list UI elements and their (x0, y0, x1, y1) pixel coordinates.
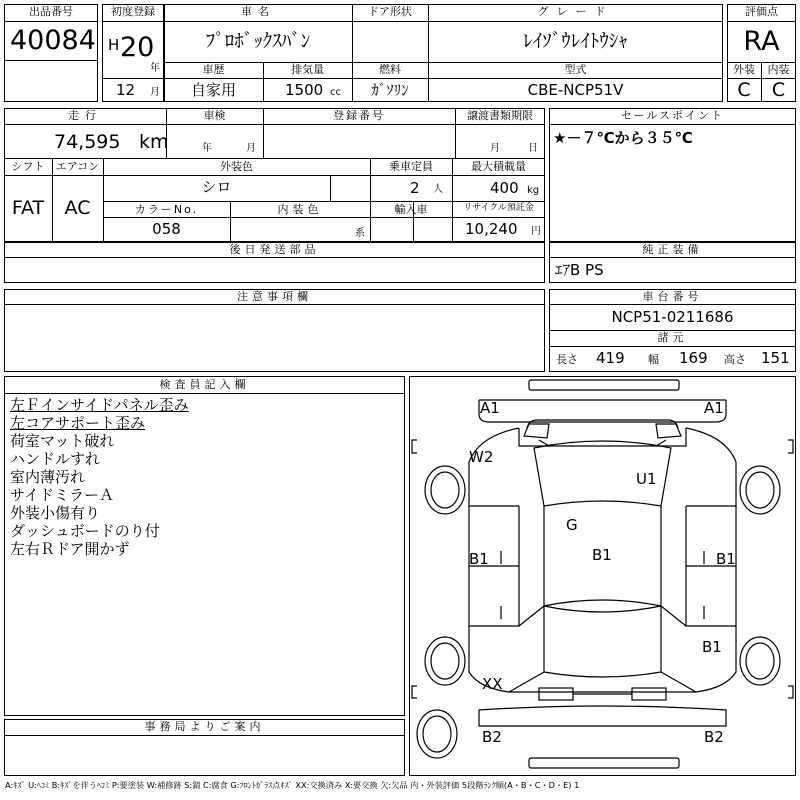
door-label: ドア形状 (368, 5, 412, 18)
inspector-note: 室内薄汚れ (10, 468, 86, 486)
score-value: RA (743, 26, 780, 57)
max-load-label: 最大積載量 (471, 160, 526, 173)
later-parts-label: 後日発送部品 (229, 243, 320, 256)
mark-b1-rear-right: B1 (702, 638, 722, 656)
lot-label: 出品番号 (29, 5, 73, 18)
int-color-unit: 系 (355, 228, 365, 239)
inspector-note: サイドミラーＡ (10, 486, 114, 504)
inspector-note: 荷室マット破れ (10, 432, 115, 450)
notes-label: 注意事項欄 (237, 290, 312, 303)
chassis-label: 車台番号 (642, 290, 703, 303)
mark-b2-right: B2 (704, 728, 724, 746)
mileage-label: 走行 (68, 109, 102, 122)
recycle-label: リサイクル預託金 (463, 203, 534, 213)
inspection-label: 車検 (203, 109, 226, 122)
length-label: 長さ (556, 353, 578, 366)
capacity-value: 2 (410, 179, 420, 197)
reg-year: 20 (120, 32, 155, 63)
specs-label: 諸元 (657, 331, 688, 344)
reg-month: 12 (116, 81, 136, 99)
reg-year-unit: 年 (150, 63, 160, 74)
car-name: ﾌﾟﾛﾎﾞｯｸｽﾊﾞﾝ (205, 30, 311, 52)
sales-point-label: セールスポイント (620, 109, 724, 122)
mark-b1-left: B1 (469, 550, 489, 568)
history-value: 自家用 (190, 81, 236, 99)
width-label: 幅 (648, 353, 659, 366)
ext-color-label: 外装色 (220, 160, 253, 173)
mileage-unit: km (139, 131, 169, 153)
inspector-note: 左右Ｒドア開かず (10, 540, 130, 558)
model-label: 型式 (564, 63, 587, 76)
length-value: 419 (596, 349, 625, 367)
history-label: 車歴 (202, 63, 225, 76)
model-value: CBE-NCP51V (527, 81, 624, 99)
legend-text: A:ｷｽﾞ U:ﾍｺﾐ B:ｷｽﾞを伴うﾍｺﾐ P:要塗装 W:補修跡 S:錆 C:腐食 G:ﾌﾛﾝﾄｶﾞﾗｽ点ｷｽﾞ XX:交換済み X:要交換 欠:欠品 内・外装評価 5段階ﾗﾝｸ順(A・B・C・D・E) 1 (5, 780, 580, 790)
int-color-label: 内装色 (277, 203, 323, 216)
sales-point-text: ★－７℃から３５℃ (553, 129, 693, 147)
mark-g: G (566, 516, 578, 534)
capacity-label: 乗車定員 (389, 160, 433, 173)
inspector-note: 外装小傷有り (10, 504, 101, 522)
office-label: 事務局よりご案内 (144, 720, 265, 733)
score-label: 評価点 (745, 5, 778, 18)
color-no-value: 058 (152, 220, 181, 238)
capacity-unit: 人 (433, 184, 443, 195)
mark-b2-left: B2 (482, 728, 502, 746)
mark-xx: XX (482, 675, 503, 693)
ext-color-value: シロ (201, 178, 232, 196)
shift-label: シフト (11, 160, 45, 173)
car-diagram (409, 376, 796, 776)
inspector-note: 左コアサポート歪み (10, 414, 146, 432)
plate-label: 登録番号 (333, 109, 385, 122)
width-value: 169 (679, 349, 708, 367)
grade-label: グレード (537, 5, 614, 18)
fuel-label: 燃料 (379, 63, 401, 76)
displacement-value: 1500 (285, 81, 324, 99)
color-no-label: カラーNo. (134, 203, 199, 216)
displacement-unit: cc (330, 87, 341, 98)
mark-a1-left: A1 (480, 399, 500, 417)
transfer-month-unit: 月 (490, 143, 500, 154)
mark-w2: W2 (469, 448, 494, 466)
mark-b1-right: B1 (716, 550, 736, 568)
reg-month-unit: 月 (150, 87, 160, 98)
inspection-year-unit: 年 (202, 143, 212, 154)
lot-number: 40084 (10, 25, 96, 56)
height-label: 高さ (724, 353, 746, 366)
mark-u1: U1 (636, 470, 657, 488)
car-name-label: 車名 (241, 5, 275, 18)
ext-score-label: 外装 (733, 63, 755, 76)
equipment-value: ｴｱB PS (555, 261, 604, 279)
recycle-unit: 円 (531, 226, 541, 237)
int-score-value: C (771, 79, 786, 101)
inspector-label: 検査員記入欄 (159, 378, 250, 391)
height-value: 151 (761, 349, 790, 367)
chassis-number: NCP51-0211686 (611, 308, 734, 326)
grade-value: ﾚｲｿﾞｳﾚｲﾄｳｼｬ (523, 30, 628, 52)
import-label: 輸入車 (394, 203, 428, 216)
inspector-notes (10, 396, 189, 558)
max-load-unit: kg (527, 185, 540, 196)
mark-a1-right: A1 (704, 399, 724, 417)
inspector-note: ハンドルすれ (10, 450, 101, 468)
displacement-label: 排気量 (291, 63, 324, 76)
inspector-note: 左Ｆインサイドパネル歪み (10, 396, 189, 414)
inspector-note: ダッシュボードのり付 (10, 522, 160, 540)
transfer-label: 譲渡書類期限 (467, 109, 533, 122)
fuel-value: ｶﾞｿﾘﾝ (371, 81, 409, 99)
inspection-month-unit: 月 (246, 143, 256, 154)
ext-score-value: C (737, 79, 751, 101)
ac-label: エアコン (55, 160, 100, 173)
reg-era: H (108, 36, 120, 54)
mark-b1-center: B1 (592, 546, 612, 564)
recycle-value: 10,240 (465, 220, 518, 238)
shift-value: FAT (11, 197, 45, 219)
mileage-value: 74,595 (54, 131, 121, 153)
ac-value: AC (64, 197, 91, 219)
int-score-label: 内装 (767, 63, 790, 76)
equipment-label: 純正装備 (642, 243, 703, 256)
transfer-day-unit: 日 (528, 143, 538, 154)
reg-label: 初度登録 (111, 5, 155, 18)
max-load-value: 400 (490, 179, 519, 197)
